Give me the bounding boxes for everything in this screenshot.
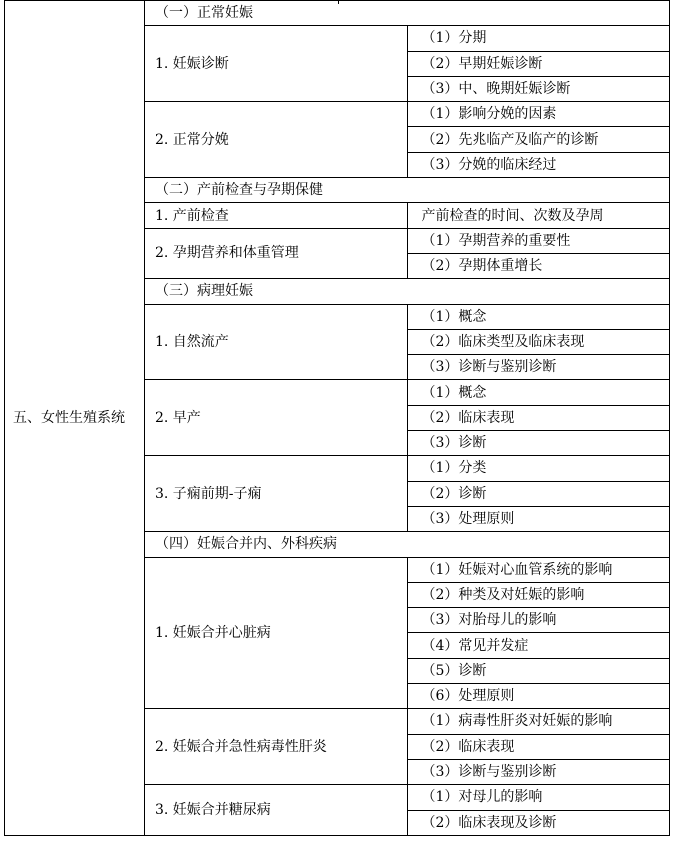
item-cell: （2）早期妊娠诊断 [407, 51, 670, 76]
item-cell: （1）病毒性肝炎对妊娠的影响 [407, 709, 670, 734]
topic-cell: 2. 孕期营养和体重管理 [145, 228, 408, 279]
item-cell: 产前检查的时间、次数及孕周 [407, 203, 670, 228]
item-cell: （3）对胎母儿的影响 [407, 608, 670, 633]
item-cell: （2）临床表现 [407, 734, 670, 759]
item-cell: （2）临床表现 [407, 405, 670, 430]
item-cell: （1）分类 [407, 456, 670, 481]
section-title: （一）正常妊娠 [145, 1, 670, 26]
section-title: （二）产前检查与孕期保健 [145, 178, 670, 203]
topic-cell: 2. 正常分娩 [145, 102, 408, 178]
topic-cell: 3. 妊娠合并糖尿病 [145, 785, 408, 836]
topic-cell: 1. 妊娠合并心脏病 [145, 557, 408, 709]
item-cell: （1）妊娠对心血管系统的影响 [407, 557, 670, 582]
category-cell: 五、女性生殖系统 [5, 1, 145, 836]
item-cell: （3）诊断与鉴别诊断 [407, 759, 670, 784]
item-cell: （1）孕期营养的重要性 [407, 228, 670, 253]
topic-cell: 2. 妊娠合并急性病毒性肝炎 [145, 709, 408, 785]
item-cell: （3）诊断 [407, 431, 670, 456]
section-title: （四）妊娠合并内、外科疾病 [145, 532, 670, 557]
item-cell: （4）常见并发症 [407, 633, 670, 658]
item-cell: （1）分期 [407, 26, 670, 51]
item-cell: （2）种类及对妊娠的影响 [407, 582, 670, 607]
item-cell: （3）处理原则 [407, 506, 670, 531]
syllabus-body [5, 1, 670, 836]
topic-cell: 1. 产前检查 [145, 203, 408, 228]
topic-cell: 2. 早产 [145, 380, 408, 456]
item-cell: （1）概念 [407, 304, 670, 329]
item-cell: （3）分娩的临床经过 [407, 152, 670, 177]
item-cell: （1）对母儿的影响 [407, 785, 670, 810]
item-cell: （3）中、晚期妊娠诊断 [407, 76, 670, 101]
topic-cell: 1. 自然流产 [145, 304, 408, 380]
item-cell: （2）临床类型及临床表现 [407, 329, 670, 354]
item-cell: （2）先兆临产及临产的诊断 [407, 127, 670, 152]
syllabus-table [4, 0, 670, 836]
topic-cell: 3. 子痫前期-子痫 [145, 456, 408, 532]
item-cell: （3）诊断与鉴别诊断 [407, 355, 670, 380]
section-title: （三）病理妊娠 [145, 279, 670, 304]
item-cell: （1）影响分娩的因素 [407, 102, 670, 127]
item-cell: （6）处理原则 [407, 684, 670, 709]
item-cell: （2）临床表现及诊断 [407, 810, 670, 835]
section-row [5, 1, 670, 26]
item-cell: （2）诊断 [407, 481, 670, 506]
topic-cell: 1. 妊娠诊断 [145, 26, 408, 102]
item-cell: （5）诊断 [407, 658, 670, 683]
item-cell: （1）概念 [407, 380, 670, 405]
item-cell: （2）孕期体重增长 [407, 253, 670, 278]
